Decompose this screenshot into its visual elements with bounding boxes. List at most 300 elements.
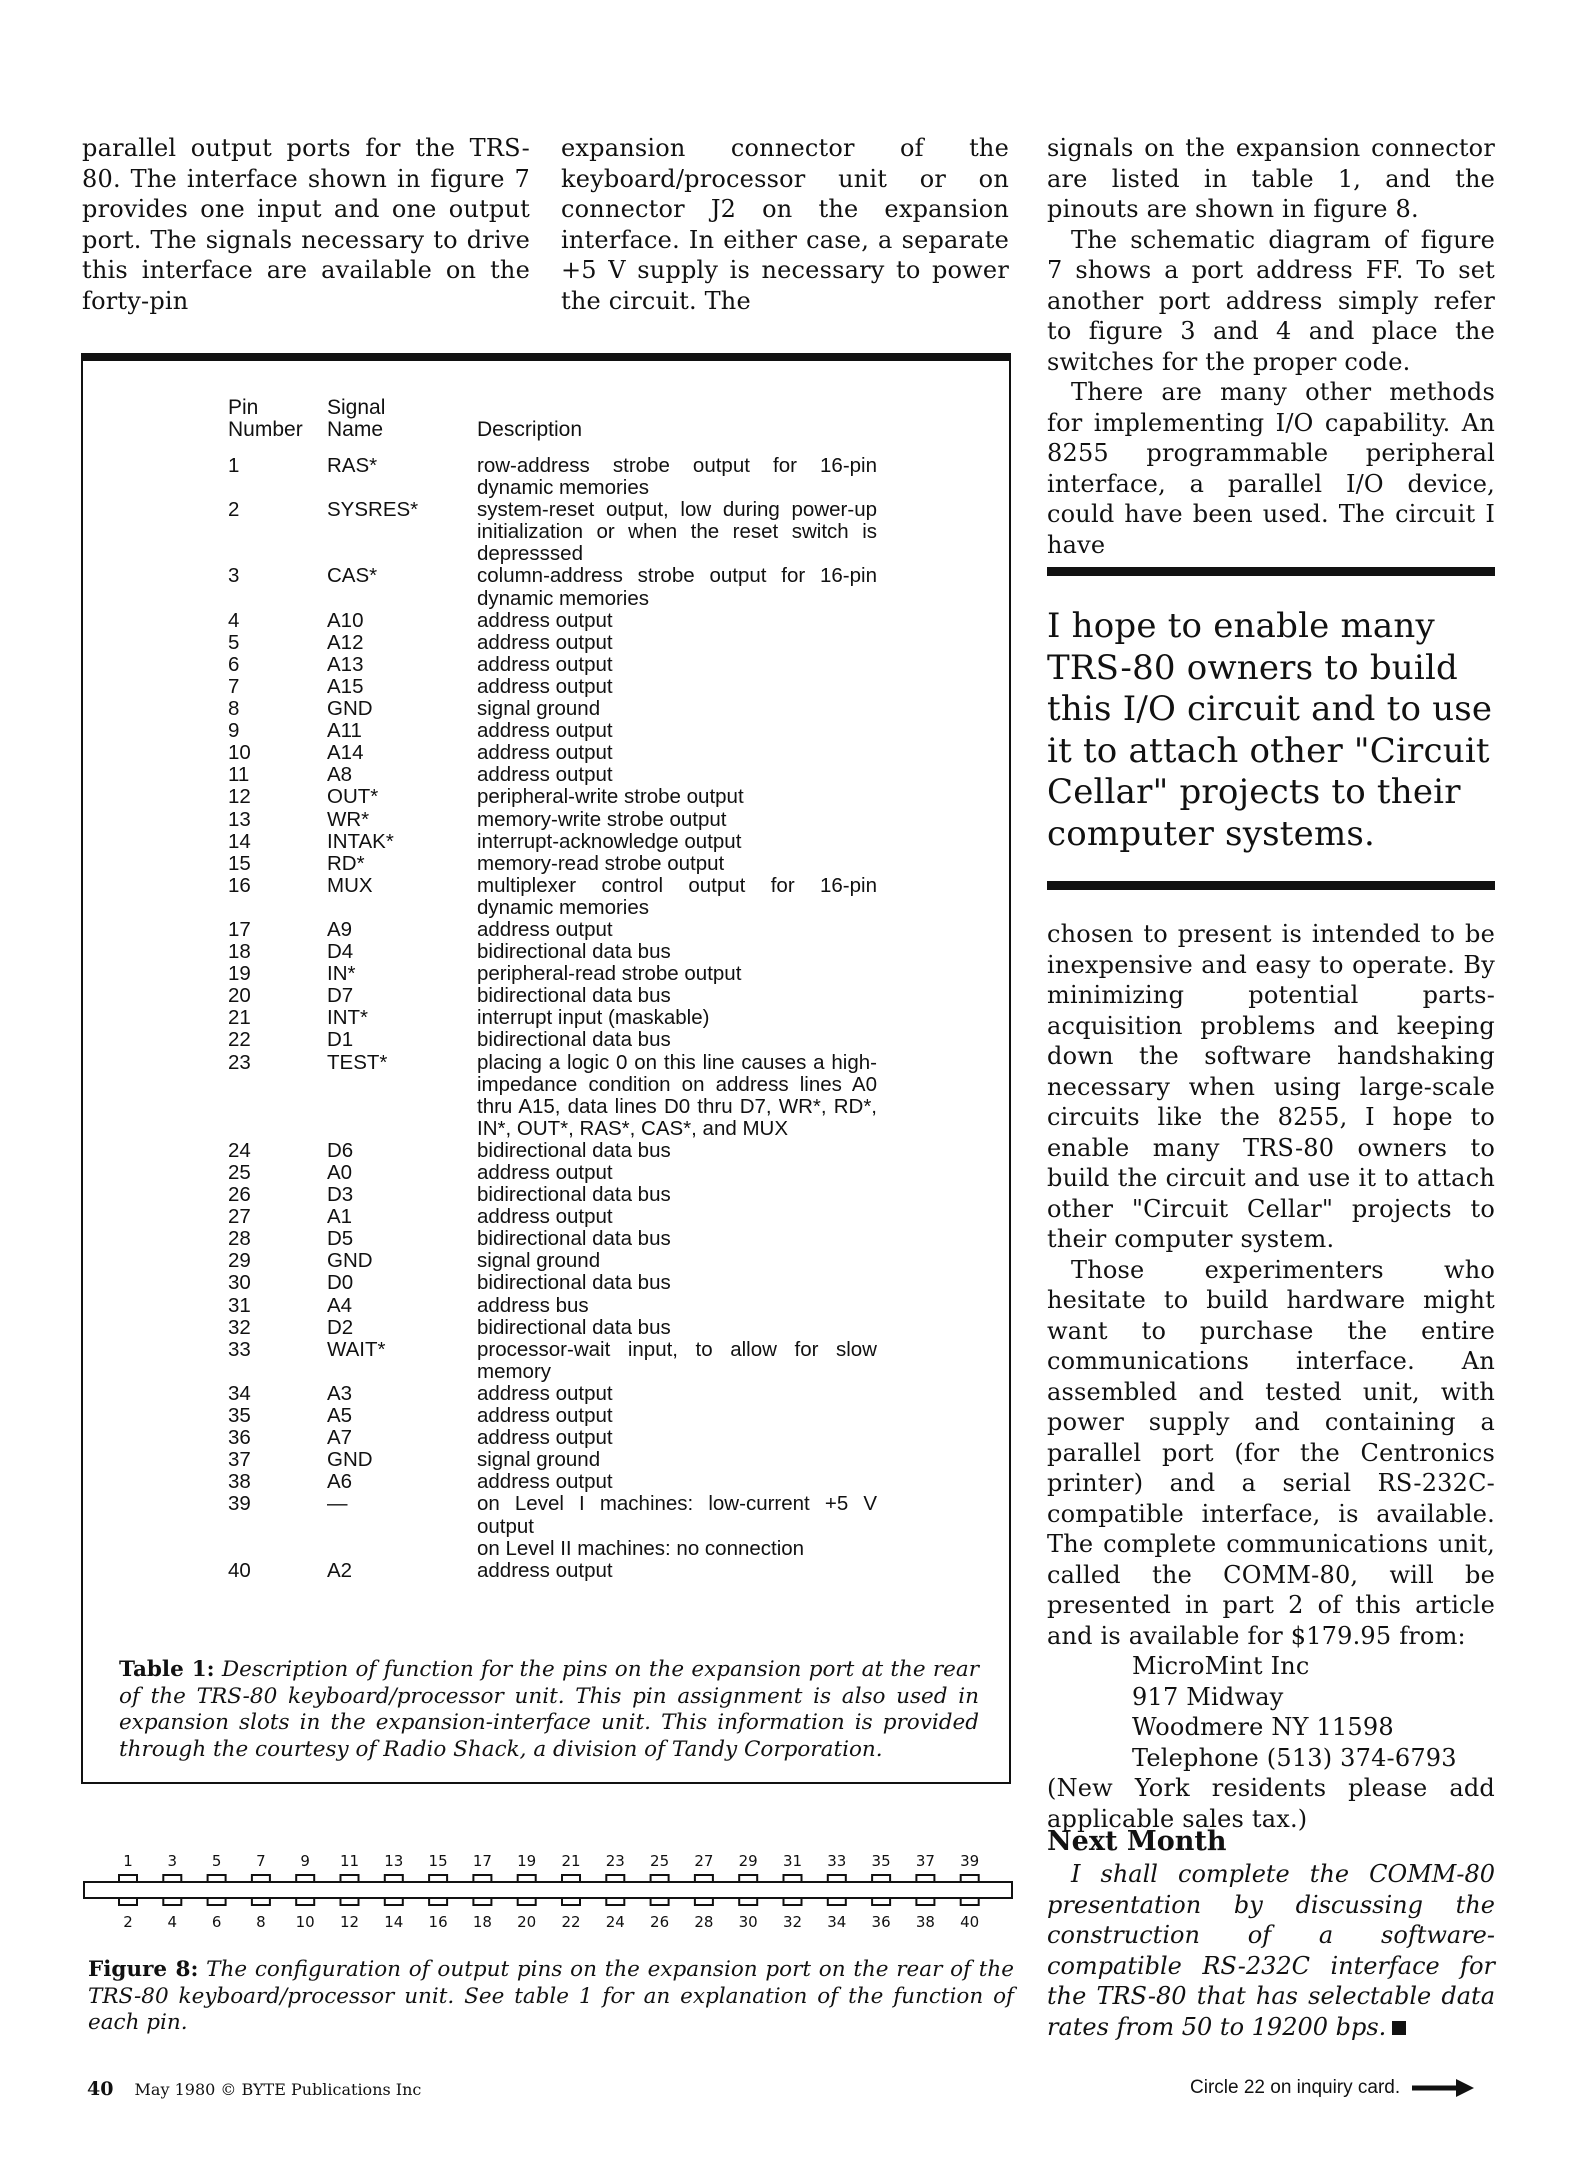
- even-pin-label: 20: [517, 1913, 537, 1931]
- even-pin-label: 34: [827, 1913, 847, 1931]
- even-pin-label: 14: [384, 1913, 404, 1931]
- pin-tab-top: [208, 1875, 226, 1882]
- odd-pin-label: 1: [123, 1852, 133, 1870]
- pin-tab-top: [606, 1875, 624, 1882]
- even-pin-label: 40: [960, 1913, 980, 1931]
- description-cell: [477, 654, 877, 676]
- odd-pin-label: 29: [738, 1852, 758, 1870]
- table-row: [228, 919, 968, 941]
- description-text: on Level II machines: no connection: [477, 1536, 805, 1560]
- table-row: [228, 1560, 968, 1582]
- signal-name-cell: A2: [327, 1558, 353, 1582]
- description-cell: [477, 1317, 877, 1339]
- table-row: [228, 1493, 968, 1559]
- signal-name-cell: D5: [327, 1227, 354, 1251]
- pin-tab-bottom: [961, 1898, 979, 1905]
- signal-name-cell: A7: [327, 1426, 353, 1450]
- odd-pin-label: 5: [211, 1852, 222, 1870]
- table-row: [228, 1029, 968, 1051]
- description-text: address output: [477, 1558, 613, 1582]
- even-pin-label: 12: [339, 1913, 360, 1931]
- pin-number-cell: 33: [228, 1337, 251, 1361]
- pin-tab-top: [341, 1875, 359, 1882]
- description-cell: [477, 1383, 877, 1405]
- odd-pin-label: 11: [339, 1852, 360, 1870]
- pin-number-cell: 2: [228, 498, 240, 522]
- signal-name-cell: A8: [327, 763, 353, 787]
- description-text: bidirectional data bus: [477, 1227, 671, 1251]
- table-row: [228, 654, 968, 676]
- signal-name-cell: D7: [327, 984, 354, 1008]
- body-column-3: [1047, 133, 1495, 560]
- paragraph: chosen to present is intended to be inexpensive and easy to operate. By minimizing potential parts-acquisition problems and keeping down the software handshaking necessary when using large-scale circuits like the 8255, I hope to enable many TRS-80 owners to build the circuit and use it to attach other "Circuit Cellar" projects to their computer system.: [1047, 920, 1495, 1253]
- description-cell: [477, 720, 877, 742]
- description-cell: [477, 1007, 877, 1029]
- table-row: [228, 786, 968, 808]
- odd-pin-label: 35: [871, 1852, 891, 1870]
- table-row: [228, 764, 968, 786]
- description-text: address output: [477, 719, 613, 743]
- pull-quote: [1047, 567, 1495, 890]
- pin-tab-bottom: [296, 1898, 314, 1905]
- table-row: [228, 1317, 968, 1339]
- description-text: bidirectional data bus: [477, 1028, 671, 1052]
- address-line: MicroMint Inc: [1132, 1652, 1310, 1680]
- description-text: column-address strobe output for 16-pin dynamic memories: [477, 564, 877, 610]
- pin-tab-top: [784, 1875, 802, 1882]
- odd-pin-label: 39: [960, 1852, 980, 1870]
- description-cell: [477, 1339, 877, 1383]
- description-text: placing a logic 0 on this line causes a high-impedance condition on address lines A0 thru A15, data lines D0 thru D7, WR*, RD*, IN*, OUT*, RAS*, CAS*, and MUX: [477, 1050, 877, 1140]
- footer-right: [1190, 2077, 1474, 2099]
- header-text: Name: [327, 418, 384, 441]
- description-cell: [477, 1272, 877, 1294]
- table-row: [228, 1427, 968, 1449]
- signal-name-cell: D0: [327, 1271, 354, 1295]
- paragraph: The schematic diagram of figure 7 shows a port address FF. To set another port address simply refer to figure 3 and 4 and place the switches for the proper code.: [1047, 225, 1495, 376]
- odd-pin-label: 9: [300, 1852, 310, 1870]
- signal-name-cell: SYSRES*: [327, 498, 419, 522]
- pin-number-cell: 29: [228, 1249, 251, 1273]
- table-row: [228, 1140, 968, 1162]
- pin-tab-bottom: [739, 1898, 757, 1905]
- description-cell: [477, 1493, 877, 1559]
- pin-tab-top: [518, 1875, 536, 1882]
- even-pin-label: 24: [605, 1913, 625, 1931]
- description-text: interrupt-acknowledge output: [477, 829, 742, 853]
- even-pin-label: 18: [472, 1913, 492, 1931]
- pin-table: [228, 397, 968, 1582]
- odd-pin-label: 23: [605, 1852, 625, 1870]
- end-of-article-mark-icon: [1392, 2021, 1406, 2035]
- pin-tab-bottom: [341, 1898, 359, 1905]
- next-month-paragraph: I shall complete the COMM-80 presentation by discussing the construction of a software-compatible RS-232C interface for the TRS-80 that has selectable data rates from 50 to 19200 bps.: [1047, 1860, 1495, 2041]
- pull-quote-text: I hope to enable many TRS-80 owners to build this I/O circuit and to use it to attach other "Circuit Cellar" projects to their computer systems.: [1047, 606, 1493, 854]
- odd-pin-label: 13: [384, 1852, 404, 1870]
- pin-tab-top: [385, 1875, 403, 1882]
- pin-number-cell: 6: [228, 652, 240, 676]
- paragraph: There are many other methods for implementing I/O capability. An 8255 programmable peripheral interface, a parallel I/O device, could have been used. The circuit I have: [1047, 378, 1495, 559]
- signal-name-cell: A5: [327, 1404, 353, 1428]
- table-row: [228, 831, 968, 853]
- even-pin-label: 10: [295, 1913, 315, 1931]
- pin-tab-bottom: [784, 1898, 802, 1905]
- paragraph: Those experimenters who hesitate to build hardware might want to purchase the entire communications interface. An assembled and tested unit, with power supply and containing a parallel port (for the Centronics printer) and a serial RS-232C-compatible interface, is available. The complete communications unit, called the COMM-80, will be presented in part 2 of this article and is available for $179.95 from:: [1047, 1255, 1495, 1650]
- pin-number-cell: 24: [228, 1138, 251, 1162]
- description-text: address output: [477, 608, 613, 632]
- description-text: on Level I machines: low-current +5 V output: [477, 1492, 877, 1538]
- table-row: [228, 1449, 968, 1471]
- description-cell: [477, 455, 877, 499]
- signal-name-cell: A10: [327, 608, 364, 632]
- even-pin-label: 4: [167, 1913, 178, 1931]
- description-cell: [477, 786, 877, 808]
- pin-tab-bottom: [163, 1898, 181, 1905]
- description-text: address bus: [477, 1293, 589, 1317]
- description-text: signal ground: [477, 697, 601, 721]
- odd-pin-label: 3: [167, 1852, 178, 1870]
- pin-number-cell: 23: [228, 1050, 251, 1074]
- description-cell: [477, 963, 877, 985]
- signal-name-cell: A3: [327, 1381, 353, 1405]
- description-cell: [477, 742, 877, 764]
- description-text: address output: [477, 652, 613, 676]
- pin-number-cell: 11: [228, 763, 250, 787]
- description-cell: [477, 985, 877, 1007]
- connector-body: [84, 1882, 1012, 1898]
- pin-tab-bottom: [606, 1898, 624, 1905]
- table-caption-label: Table 1:: [119, 1657, 215, 1682]
- pin-tab-top: [163, 1875, 181, 1882]
- description-cell: [477, 1228, 877, 1250]
- signal-name-cell: TEST*: [327, 1050, 388, 1074]
- odd-pin-label: 21: [561, 1852, 581, 1870]
- header-signal-name: [327, 397, 477, 441]
- pin-number-cell: 31: [228, 1293, 251, 1317]
- signal-name-cell: INT*: [327, 1006, 368, 1030]
- table-row: [228, 1250, 968, 1272]
- table-row: [228, 720, 968, 742]
- description-cell: [477, 610, 877, 632]
- even-pin-label: 16: [428, 1913, 448, 1931]
- table-row: [228, 1295, 968, 1317]
- even-pin-label: 6: [211, 1913, 222, 1931]
- signal-name-cell: D3: [327, 1183, 354, 1207]
- header-text: Signal: [327, 396, 386, 419]
- description-text: address output: [477, 1205, 613, 1229]
- signal-name-cell: —: [327, 1492, 348, 1516]
- description-text: system-reset output, low during power-up initialization or when the reset switch is depresssed: [477, 498, 877, 566]
- next-month-text: [1047, 1859, 1495, 2042]
- signal-name-cell: WR*: [327, 807, 370, 831]
- signal-name-cell: D1: [327, 1028, 354, 1052]
- pin-tab-top: [296, 1875, 314, 1882]
- paragraph: (New York residents please add applicable sales tax.): [1047, 1774, 1495, 1833]
- table-row: [228, 1383, 968, 1405]
- signal-name-cell: WAIT*: [327, 1337, 386, 1361]
- description-text: bidirectional data bus: [477, 1183, 671, 1207]
- pin-tab-bottom: [695, 1898, 713, 1905]
- signal-name-cell: RAS*: [327, 454, 378, 477]
- paragraph: signals on the expansion connector are listed in table 1, and the pinouts are shown in figure 8.: [1047, 134, 1495, 223]
- mailing-address: [1047, 1651, 1495, 1773]
- table-row: [228, 565, 968, 609]
- signal-name-cell: MUX: [327, 873, 373, 897]
- pin-number-cell: 36: [228, 1426, 251, 1450]
- description-cell: [477, 1471, 877, 1493]
- pin-number-cell: 7: [228, 674, 240, 698]
- description-cell: [477, 831, 877, 853]
- pin-number-cell: 10: [228, 741, 251, 765]
- description-cell: [477, 1405, 877, 1427]
- description-cell: [477, 1140, 877, 1162]
- signal-name-cell: A1: [327, 1205, 353, 1229]
- signal-name-cell: A11: [327, 719, 362, 743]
- description-text: peripheral-write strobe output: [477, 785, 744, 809]
- pin-number-cell: 5: [228, 630, 240, 654]
- table-row: [228, 1206, 968, 1228]
- description-text: address output: [477, 630, 613, 654]
- pin-tab-bottom: [651, 1898, 669, 1905]
- even-pin-label: 2: [123, 1913, 133, 1931]
- odd-pin-label: 19: [517, 1852, 537, 1870]
- description-cell: [477, 941, 877, 963]
- signal-name-cell: A15: [327, 674, 364, 698]
- description-cell: [477, 1206, 877, 1228]
- description-text: bidirectional data bus: [477, 1315, 671, 1339]
- signal-name-cell: D6: [327, 1138, 354, 1162]
- table-header: [228, 397, 968, 441]
- pin-number-cell: 38: [228, 1470, 251, 1494]
- signal-name-cell: D2: [327, 1315, 354, 1339]
- pull-quote-top-rule: [1047, 567, 1495, 576]
- pin-tab-top: [562, 1875, 580, 1882]
- description-cell: [477, 1449, 877, 1471]
- table-row: [228, 632, 968, 654]
- body-column-1: [82, 133, 530, 316]
- pin-tab-top: [651, 1875, 669, 1882]
- footer-left: [87, 2078, 421, 2100]
- signal-name-cell: A14: [327, 741, 364, 765]
- description-cell: [477, 1029, 877, 1051]
- pin-tab-top: [252, 1875, 270, 1882]
- even-pin-label: 28: [694, 1913, 714, 1931]
- table-1-box: [81, 353, 1011, 1784]
- description-cell: [477, 676, 877, 698]
- signal-name-cell: GND: [327, 1249, 373, 1273]
- description-text: peripheral-read strobe output: [477, 962, 742, 986]
- pin-tab-top: [739, 1875, 757, 1882]
- pin-number-cell: 32: [228, 1315, 251, 1339]
- pin-number-cell: 39: [228, 1492, 251, 1516]
- description-text: address output: [477, 1426, 613, 1450]
- table-row: [228, 698, 968, 720]
- pin-tab-bottom: [562, 1898, 580, 1905]
- description-cell: [477, 853, 877, 875]
- description-text: row-address strobe output for 16-pin dynamic memories: [477, 454, 877, 500]
- description-text: memory-read strobe output: [477, 851, 725, 875]
- pin-number-cell: 3: [228, 564, 240, 588]
- table-caption-text: Description of function for the pins on the expansion port at the rear of the TRS-80 keyboard/processor unit. This pin assignment is also used in expansion slots in the expansion-interface unit. This information is provided through the courtesy of Radio Shack, a division of Tandy Corporation.: [119, 1657, 979, 1762]
- address-line: Telephone (513) 374-6793: [1132, 1743, 1457, 1772]
- table-row: [228, 1272, 968, 1294]
- pin-number-cell: 14: [228, 829, 251, 853]
- signal-name-cell: RD*: [327, 851, 365, 875]
- even-pin-label: 32: [782, 1913, 803, 1931]
- table-row: [228, 1184, 968, 1206]
- pin-number-cell: 8: [228, 697, 240, 721]
- description-text: memory-write strobe output: [477, 807, 727, 831]
- header-description: Description: [477, 418, 583, 441]
- pin-tab-top: [872, 1875, 890, 1882]
- description-text: bidirectional data bus: [477, 984, 671, 1008]
- even-pin-label: 36: [871, 1913, 891, 1931]
- header-text: Pin: [228, 396, 259, 419]
- description-text: processor-wait input, to allow for slow memory: [477, 1337, 877, 1383]
- description-cell: [477, 1162, 877, 1184]
- pin-number-cell: 37: [228, 1448, 251, 1472]
- figure-caption-text: The configuration of output pins on the expansion port on the rear of the TRS-80 keyboard/processor unit. See table 1 for an explanation of the function of each pin.: [88, 1957, 1014, 2035]
- header-text: Number: [228, 418, 303, 441]
- description-cell: [477, 632, 877, 654]
- description-cell: [477, 565, 877, 609]
- signal-name-cell: IN*: [327, 962, 356, 986]
- pin-tab-bottom: [208, 1898, 226, 1905]
- signal-name-cell: GND: [327, 697, 373, 721]
- pin-number-cell: 18: [228, 940, 251, 964]
- signal-name-cell: A9: [327, 917, 353, 941]
- description-text: multiplexer control output for 16-pin dynamic memories: [477, 873, 877, 919]
- description-cell: [477, 1560, 877, 1582]
- even-pin-label: 30: [738, 1913, 758, 1931]
- table-body: [228, 455, 968, 1582]
- description-text: signal ground: [477, 1249, 601, 1273]
- description-text: bidirectional data bus: [477, 1138, 671, 1162]
- pin-number-cell: 17: [228, 917, 251, 941]
- pin-number-cell: 27: [228, 1205, 251, 1229]
- table-row: [228, 853, 968, 875]
- pin-tab-top: [916, 1875, 934, 1882]
- description-text: bidirectional data bus: [477, 940, 671, 964]
- odd-pin-label: 17: [472, 1852, 492, 1870]
- odd-pin-label: 15: [428, 1852, 448, 1870]
- pull-quote-bottom-rule: [1047, 881, 1495, 890]
- description-text: address output: [477, 674, 613, 698]
- pin-number-cell: 34: [228, 1381, 251, 1405]
- description-cell: [477, 1250, 877, 1272]
- description-cell: [477, 1427, 877, 1449]
- address-line: Woodmere NY 11598: [1132, 1713, 1394, 1741]
- signal-name-cell: A0: [327, 1161, 353, 1184]
- pin-number-cell: 21: [228, 1006, 251, 1030]
- signal-name-cell: A13: [327, 652, 364, 676]
- pin-number-cell: 26: [228, 1183, 251, 1207]
- page-number: 40: [87, 2078, 114, 2100]
- figure-8-pin-diagram: [82, 1848, 1017, 1968]
- signal-name-cell: A6: [327, 1470, 353, 1494]
- paragraph: parallel output ports for the TRS-80. The interface shown in figure 7 provides one input and one output port. The signals necessary to drive this interface are available on the forty-pin: [82, 134, 530, 315]
- table-row: [228, 1471, 968, 1493]
- figure-caption-label: Figure 8:: [88, 1957, 199, 1982]
- figure-8-caption: [88, 1957, 1014, 2037]
- signal-name-cell: GND: [327, 1448, 373, 1472]
- description-cell: [477, 499, 877, 565]
- description-cell: [477, 1052, 877, 1140]
- publication-line: May 1980 © BYTE Publications Inc: [134, 2080, 422, 2099]
- odd-pin-label: 33: [827, 1852, 847, 1870]
- pin-number-cell: 12: [228, 785, 251, 809]
- description-text: address output: [477, 741, 613, 765]
- pin-number-cell: 16: [228, 873, 251, 897]
- pin-tab-top: [961, 1875, 979, 1882]
- description-cell: [477, 919, 877, 941]
- signal-name-cell: D4: [327, 940, 354, 964]
- pin-number-cell: 1: [228, 454, 240, 477]
- description-text: address output: [477, 1470, 613, 1494]
- pin-number-cell: 22: [228, 1028, 251, 1052]
- table-row: [228, 1007, 968, 1029]
- signal-name-cell: INTAK*: [327, 829, 394, 853]
- table-row: [228, 1405, 968, 1427]
- description-text: address output: [477, 1404, 613, 1428]
- pin-number-cell: 15: [228, 851, 251, 875]
- pin-number-cell: 4: [228, 608, 240, 632]
- pin-number-cell: 19: [228, 962, 251, 986]
- even-pin-label: 38: [915, 1913, 935, 1931]
- pin-number-cell: 30: [228, 1271, 251, 1295]
- table-row: [228, 941, 968, 963]
- signal-name-cell: OUT*: [327, 785, 379, 809]
- next-month-heading: Next Month: [1047, 1826, 1227, 1857]
- signal-name-cell: A12: [327, 630, 364, 654]
- even-pin-label: 8: [256, 1913, 266, 1931]
- odd-pin-label: 25: [650, 1852, 670, 1870]
- table-row: [228, 985, 968, 1007]
- pin-number-cell: 13: [228, 807, 251, 831]
- pin-tab-top: [429, 1875, 447, 1882]
- description-text: address output: [477, 917, 613, 941]
- pin-tab-bottom: [473, 1898, 491, 1905]
- pin-tab-bottom: [385, 1898, 403, 1905]
- table-row: [228, 676, 968, 698]
- description-cell: [477, 1295, 877, 1317]
- description-cell: [477, 809, 877, 831]
- pin-number-cell: 28: [228, 1227, 251, 1251]
- table-row: [228, 499, 968, 565]
- pin-number-cell: 20: [228, 984, 251, 1008]
- pin-number-cell: 35: [228, 1404, 251, 1428]
- description-text: bidirectional data bus: [477, 1271, 671, 1295]
- description-cell: [477, 764, 877, 786]
- signal-name-cell: A4: [327, 1293, 353, 1317]
- pin-tab-top: [828, 1875, 846, 1882]
- even-pin-label: 22: [561, 1913, 581, 1931]
- table-row: [228, 1162, 968, 1184]
- body-column-2: [561, 133, 1009, 316]
- pin-tab-bottom: [916, 1898, 934, 1905]
- body-column-3-continued: [1047, 919, 1495, 1834]
- pin-tab-bottom: [828, 1898, 846, 1905]
- odd-pin-label: 37: [915, 1852, 935, 1870]
- description-cell: [477, 1184, 877, 1206]
- right-arrow-icon: [1412, 2079, 1474, 2097]
- odd-pin-label: 7: [256, 1852, 266, 1870]
- table-row: [228, 809, 968, 831]
- description-cell: [477, 698, 877, 720]
- description-text: interrupt input (maskable): [477, 1006, 710, 1030]
- description-text: address output: [477, 763, 613, 787]
- pin-tab-bottom: [872, 1898, 890, 1905]
